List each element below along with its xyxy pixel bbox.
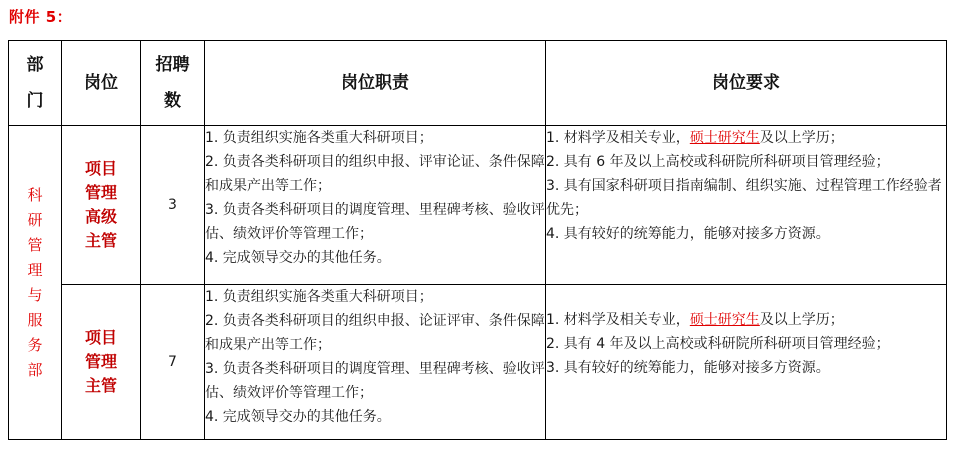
duty-item: 1. 负责组织实施各类重大科研项目；	[205, 130, 433, 146]
duties-cell	[205, 285, 546, 440]
duty-item: 2. 负责各类科研项目的组织申报、评审论证、条件保障和成果产出等工作；	[205, 154, 545, 194]
duty-item: 3. 负责各类科研项目的调度管理、里程碑考核、验收评估、绩效评价等管理工作；	[205, 202, 545, 242]
position-cell: 项目管理高级主管	[62, 126, 141, 285]
table-row	[9, 126, 947, 285]
requirements-cell	[546, 126, 947, 285]
requirement-item: 4. 具有较好的统筹能力，能够对接多方资源。	[546, 226, 830, 242]
duty-item: 3. 负责各类科研项目的调度管理、里程碑考核、验收评估、绩效评价等管理工作；	[205, 361, 545, 401]
department-cell: 科研管理与服务部	[9, 126, 62, 440]
header-requirements: 岗位要求	[546, 41, 947, 126]
duty-item: 2. 负责各类科研项目的组织申报、论证评审、条件保障和成果产出等工作；	[205, 313, 545, 353]
duty-item: 1. 负责组织实施各类重大科研项目；	[205, 289, 433, 305]
attachment-title: 附件 5：	[9, 8, 73, 26]
header-count: 招聘数	[141, 41, 205, 126]
header-row	[9, 41, 947, 126]
duties-cell	[205, 126, 546, 285]
header-duties: 岗位职责	[205, 41, 546, 126]
header-position: 岗位	[62, 41, 141, 126]
requirement-item: 3. 具有较好的统筹能力，能够对接多方资源。	[546, 360, 830, 376]
requirement-item: 1. 材料学及相关专业，硕士研究生及以上学历；	[546, 130, 844, 146]
count-cell: 7	[141, 285, 205, 440]
degree-highlight: 硕士研究生	[689, 130, 760, 146]
position-cell: 项目管理主管	[62, 285, 141, 440]
job-table	[8, 40, 947, 440]
count-cell: 3	[141, 126, 205, 285]
table-row	[9, 285, 947, 440]
requirement-item: 3. 具有国家科研项目指南编制、组织实施、过程管理工作经验者优先；	[546, 178, 942, 218]
duty-item: 4. 完成领导交办的其他任务。	[205, 250, 391, 266]
requirements-cell	[546, 285, 947, 440]
header-department: 部门	[9, 41, 62, 126]
requirement-item: 2. 具有 6 年及以上高校或科研院所科研项目管理经验；	[546, 154, 890, 170]
duty-item: 4. 完成领导交办的其他任务。	[205, 409, 391, 425]
requirement-item: 1. 材料学及相关专业，硕士研究生及以上学历；	[546, 312, 844, 328]
degree-highlight: 硕士研究生	[689, 312, 760, 328]
requirement-item: 2. 具有 4 年及以上高校或科研院所科研项目管理经验；	[546, 336, 890, 352]
